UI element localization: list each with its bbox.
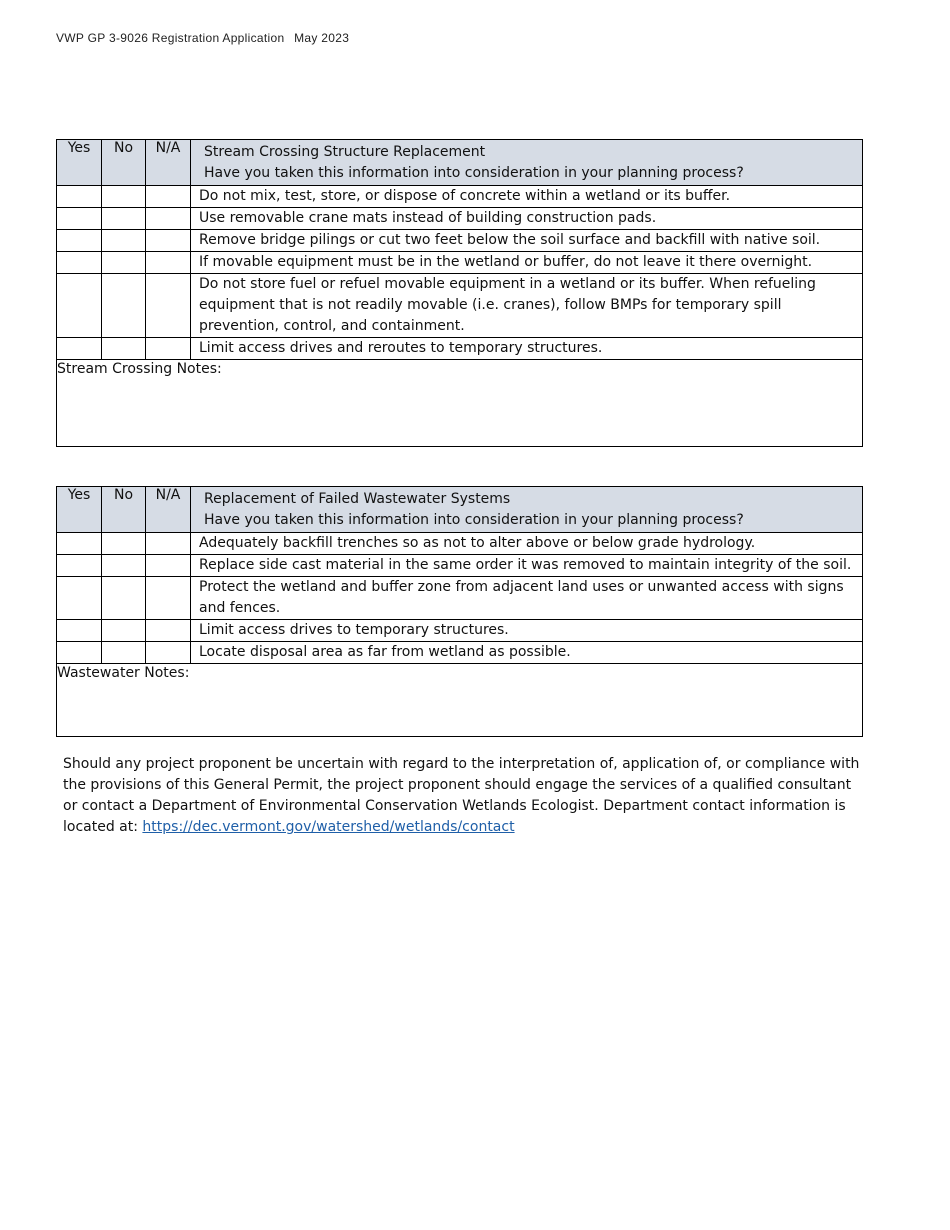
na-checkbox-cell[interactable]: [146, 252, 191, 274]
stream-crossing-header-row: [57, 140, 863, 186]
table-row: [57, 533, 863, 555]
checklist-item-text: Limit access drives and reroutes to temporary structures.: [191, 338, 863, 360]
column-na-header: N/A: [146, 140, 191, 186]
na-checkbox-cell[interactable]: [146, 274, 191, 338]
no-checkbox-cell[interactable]: [102, 555, 146, 577]
notes-label: Wastewater Notes:: [57, 665, 190, 681]
section-question: Have you taken this information into consideration in your planning process?: [204, 512, 744, 528]
checklist-item-text: Do not mix, test, store, or dispose of concrete within a wetland or its buffer.: [191, 186, 863, 208]
yes-checkbox-cell[interactable]: [57, 555, 102, 577]
section-question: Have you taken this information into consideration in your planning process?: [204, 165, 744, 181]
yes-checkbox-cell[interactable]: [57, 620, 102, 642]
contact-link[interactable]: https://dec.vermont.gov/watershed/wetlands/contact: [142, 819, 515, 835]
yes-checkbox-cell[interactable]: [57, 208, 102, 230]
document-date: May 2023: [294, 31, 350, 45]
checklist-item-text: Remove bridge pilings or cut two feet below the soil surface and backfill with native soil.: [191, 230, 863, 252]
checklist-item-text: Limit access drives to temporary structures.: [191, 620, 863, 642]
page-header: [56, 31, 349, 45]
table-row: [57, 338, 863, 360]
column-no-header: No: [102, 140, 146, 186]
table-row: [57, 186, 863, 208]
checklist-item-text: Protect the wetland and buffer zone from adjacent land uses or unwanted access with signs and fences.: [191, 577, 863, 620]
yes-checkbox-cell[interactable]: [57, 274, 102, 338]
na-checkbox-cell[interactable]: [146, 230, 191, 252]
table-row: [57, 642, 863, 664]
section-title: Replacement of Failed Wastewater Systems: [204, 491, 511, 507]
na-checkbox-cell[interactable]: [146, 208, 191, 230]
checklist-item-text: Locate disposal area as far from wetland as possible.: [191, 642, 863, 664]
yes-checkbox-cell[interactable]: [57, 577, 102, 620]
no-checkbox-cell[interactable]: [102, 230, 146, 252]
column-yes-header: Yes: [57, 140, 102, 186]
na-checkbox-cell[interactable]: [146, 338, 191, 360]
na-checkbox-cell[interactable]: [146, 186, 191, 208]
stream-crossing-notes-row: [57, 360, 863, 447]
na-checkbox-cell[interactable]: [146, 555, 191, 577]
stream-crossing-heading: [191, 140, 863, 186]
checklist-item-text: If movable equipment must be in the wetland or buffer, do not leave it there overnight.: [191, 252, 863, 274]
table-row: [57, 577, 863, 620]
column-yes-header: Yes: [57, 487, 102, 533]
no-checkbox-cell[interactable]: [102, 252, 146, 274]
table-row: [57, 620, 863, 642]
table-row: [57, 274, 863, 338]
na-checkbox-cell[interactable]: [146, 642, 191, 664]
yes-checkbox-cell[interactable]: [57, 252, 102, 274]
wastewater-notes-field[interactable]: [57, 664, 863, 737]
no-checkbox-cell[interactable]: [102, 533, 146, 555]
column-no-header: No: [102, 487, 146, 533]
na-checkbox-cell[interactable]: [146, 620, 191, 642]
no-checkbox-cell[interactable]: [102, 620, 146, 642]
no-checkbox-cell[interactable]: [102, 274, 146, 338]
no-checkbox-cell[interactable]: [102, 642, 146, 664]
no-checkbox-cell[interactable]: [102, 186, 146, 208]
table-row: [57, 230, 863, 252]
guidance-paragraph: [63, 754, 863, 838]
checklist-item-text: Adequately backfill trenches so as not to alter above or below grade hydrology.: [191, 533, 863, 555]
section-title: Stream Crossing Structure Replacement: [204, 144, 486, 160]
wastewater-notes-row: [57, 664, 863, 737]
yes-checkbox-cell[interactable]: [57, 338, 102, 360]
yes-checkbox-cell[interactable]: [57, 642, 102, 664]
wastewater-heading: [191, 487, 863, 533]
table-row: [57, 555, 863, 577]
stream-crossing-notes-field[interactable]: [57, 360, 863, 447]
table-row: [57, 252, 863, 274]
checklist-item-text: Replace side cast material in the same order it was removed to maintain integrity of the soil.: [191, 555, 863, 577]
no-checkbox-cell[interactable]: [102, 338, 146, 360]
na-checkbox-cell[interactable]: [146, 533, 191, 555]
yes-checkbox-cell[interactable]: [57, 533, 102, 555]
no-checkbox-cell[interactable]: [102, 208, 146, 230]
na-checkbox-cell[interactable]: [146, 577, 191, 620]
yes-checkbox-cell[interactable]: [57, 186, 102, 208]
yes-checkbox-cell[interactable]: [57, 230, 102, 252]
wastewater-header-row: [57, 487, 863, 533]
notes-label: Stream Crossing Notes:: [57, 361, 222, 377]
stream-crossing-table: [56, 139, 863, 447]
guidance-text: Should any project proponent be uncertain with regard to the interpretation of, application of, or compliance with the provisions of this General Permit, the project proponent should engage the services of a qualified consultant or contact a Department of Environmental Conservation Wetlands Ecologist. Department contact information is located at:: [63, 756, 860, 835]
wastewater-table: [56, 486, 863, 737]
checklist-item-text: Do not store fuel or refuel movable equipment in a wetland or its buffer. When refueling equipment that is not readily movable (i.e. cranes), follow BMPs for temporary spill prevention, control, and containment.: [191, 274, 863, 338]
column-na-header: N/A: [146, 487, 191, 533]
document-title: VWP GP 3-9026 Registration Application: [56, 31, 285, 45]
table-row: [57, 208, 863, 230]
checklist-item-text: Use removable crane mats instead of building construction pads.: [191, 208, 863, 230]
no-checkbox-cell[interactable]: [102, 577, 146, 620]
